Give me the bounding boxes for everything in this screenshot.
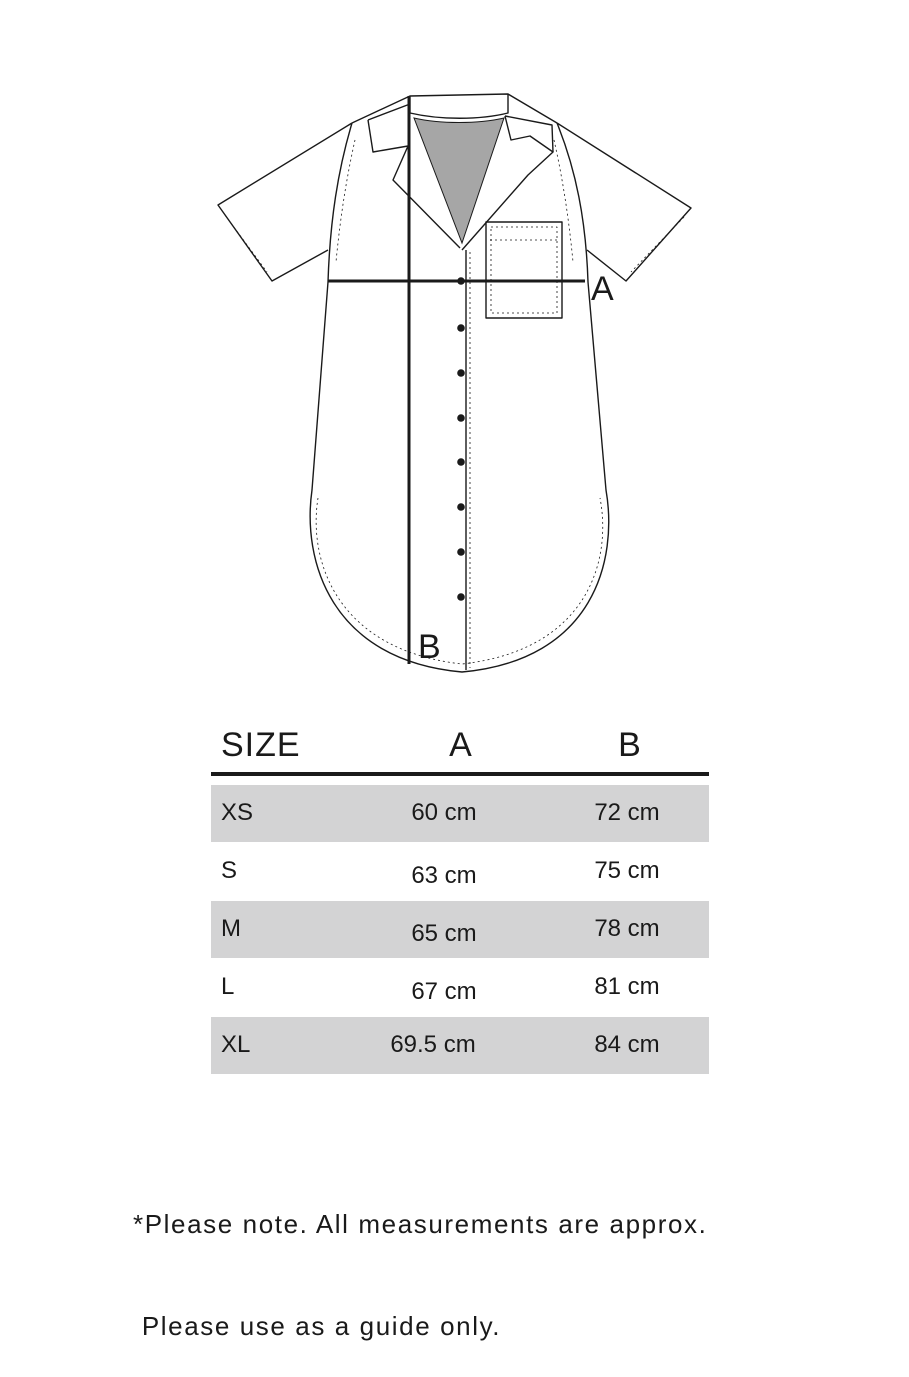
buttons <box>457 277 465 601</box>
table-row <box>211 785 709 842</box>
table-row <box>211 901 709 958</box>
cell-size: M <box>221 915 241 942</box>
cell-b: 78 cm <box>594 915 660 942</box>
button <box>457 324 465 332</box>
collar-back <box>410 94 508 118</box>
right-sleeve-hem <box>631 217 684 272</box>
table-row <box>211 843 709 900</box>
armhole-stitch-left <box>336 140 355 262</box>
measure-label-b: B <box>418 628 441 666</box>
hem-stitch <box>316 498 603 664</box>
left-sleeve <box>218 123 352 281</box>
button <box>457 414 465 422</box>
cell-a: 60 cm <box>411 799 477 826</box>
cell-b: 75 cm <box>594 857 660 884</box>
cell-b: 72 cm <box>594 799 660 826</box>
button <box>457 369 465 377</box>
left-sleeve-hem <box>225 215 267 272</box>
note-line-2: Please use as a guide only. <box>133 1311 502 1341</box>
right-sleeve <box>557 123 691 281</box>
header-size: SIZE <box>221 726 301 764</box>
button <box>457 503 465 511</box>
cell-b: 81 cm <box>594 973 660 1000</box>
chest-pocket <box>486 222 562 318</box>
table-row <box>211 959 709 1016</box>
cell-a: 69.5 cm <box>390 1031 476 1058</box>
collar-lining <box>414 118 504 243</box>
cell-a: 67 cm <box>411 978 477 1005</box>
button <box>457 593 465 601</box>
measure-label-a: A <box>591 270 614 308</box>
cell-size: XS <box>221 799 254 826</box>
table-body <box>211 785 709 1074</box>
button <box>457 458 465 466</box>
size-chart-table <box>211 722 709 1075</box>
cell-size: S <box>221 857 238 884</box>
header-b: B <box>618 726 642 764</box>
disclaimer-note <box>133 1139 707 1377</box>
armhole-stitch-right <box>554 140 573 262</box>
header-a: A <box>449 726 473 764</box>
button <box>457 548 465 556</box>
cell-size: L <box>221 973 235 1000</box>
table-header <box>211 722 709 776</box>
note-line-1: *Please note. All measurements are approx. <box>133 1209 708 1239</box>
cell-a: 63 cm <box>411 862 477 889</box>
cell-b: 84 cm <box>594 1031 660 1058</box>
cell-a: 65 cm <box>411 920 477 947</box>
cell-size: XL <box>221 1031 251 1058</box>
table-row <box>211 1017 709 1074</box>
